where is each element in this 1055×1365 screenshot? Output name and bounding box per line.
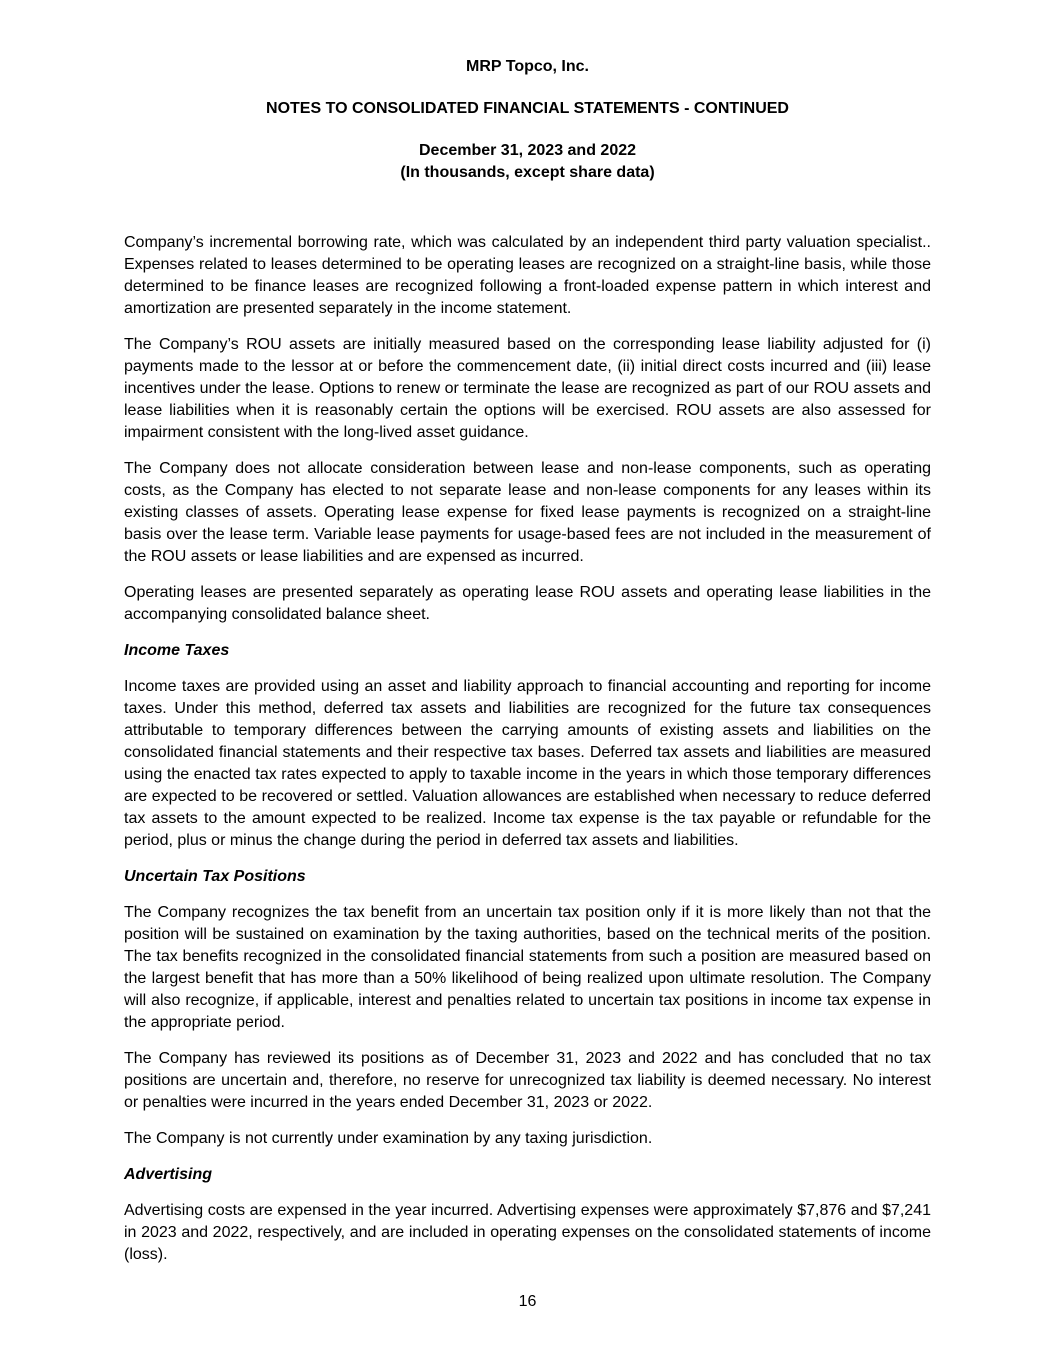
company-name: MRP Topco, Inc.: [466, 58, 589, 75]
paragraph-borrowing-rate: Company’s incremental borrowing rate, which was calculated by an independent third party valuation specialist.. Expenses related to leases determined to be operating leases are recognized on a straight-line basis, while those determined to be finance leases are recognized following a front-loaded expense pattern in which interest and amortization are presented separately in the income statement.: [124, 234, 931, 317]
document-header: [124, 56, 931, 184]
paragraph-tax-positions-reviewed: The Company has reviewed its positions as of December 31, 2023 and 2022 and has concluded that no tax positions are uncertain and, therefore, no reserve for unrecognized tax liability is deemed necessary. No interest or penalties were incurred in the years ended December 31, 2023 or 2022.: [124, 1050, 931, 1111]
paragraph-no-examination: The Company is not currently under examination by any taxing jurisdiction.: [124, 1130, 653, 1147]
paragraph-rou-assets: The Company’s ROU assets are initially measured based on the corresponding lease liability adjusted for (i) payments made to the lessor at or before the commencement date, (ii) initial direct costs incurred and (iii) lease incentives under the lease. Options to renew or terminate the lease are recognized as part of our ROU assets and lease liabilities when it is reasonably certain the options will be exercised. ROU assets are also assessed for impairment consistent with the long-lived asset guidance.: [124, 336, 931, 441]
section-heading-advertising: Advertising: [124, 1166, 213, 1183]
section-heading-uncertain-tax-positions: Uncertain Tax Positions: [124, 868, 306, 885]
date-line: December 31, 2023 and 2022: [418, 142, 637, 159]
section-heading-income-taxes: Income Taxes: [124, 642, 230, 659]
paragraph-income-taxes: Income taxes are provided using an asset and liability approach to financial accounting and reporting for income taxes. Under this method, deferred tax assets and liabilities are recognized for the future tax consequences attributable to temporary differences between the carrying amounts of existing assets and liabilities on the consolidated financial statements and their respective tax bases. Deferred tax assets and liabilities are measured using the enacted tax rates expected to apply to taxable income in the years in which those temporary differences are expected to be recovered or settled. Valuation allowances are established when necessary to reduce deferred tax assets to the amount expected to be realized. Income tax expense is the tax payable or refundable for the period, plus or minus the change during the period in deferred tax assets and liabilities.: [124, 678, 931, 849]
document-body: [124, 232, 931, 1266]
document-title: NOTES TO CONSOLIDATED FINANCIAL STATEMENTS - CONTINUED: [266, 100, 789, 117]
paragraph-operating-leases: Operating leases are presented separately as operating lease ROU assets and operating lease liabilities in the accompanying consolidated balance sheet.: [124, 584, 931, 623]
page-footer: [0, 1291, 1055, 1313]
units-line: (In thousands, except share data): [400, 164, 655, 181]
page-number: 16: [518, 1293, 537, 1310]
paragraph-advertising-costs: Advertising costs are expensed in the year incurred. Advertising expenses were approximately $7,876 and $7,241 in 2023 and 2022, respectively, and are included in operating expenses on the consolidated statements of income (loss).: [124, 1202, 931, 1263]
paragraph-lease-components: The Company does not allocate consideration between lease and non-lease components, such as operating costs, as the Company has elected to not separate lease and non-lease components for any leases within its existing classes of assets. Operating lease expense for fixed lease payments is recognized on a straight-line basis over the lease term. Variable lease payments for usage-based fees are not included in the measurement of the ROU assets or lease liabilities and are expensed as incurred.: [124, 460, 931, 565]
paragraph-uncertain-tax-benefit: The Company recognizes the tax benefit from an uncertain tax position only if it is more likely than not that the position will be sustained on examination by the taxing authorities, based on the technical merits of the position. The tax benefits recognized in the consolidated financial statements from such a position are measured based on the largest benefit that has more than a 50% likelihood of being realized upon ultimate resolution. The Company will also recognize, if applicable, interest and penalties related to uncertain tax positions in income tax expense in the appropriate period.: [124, 904, 931, 1031]
